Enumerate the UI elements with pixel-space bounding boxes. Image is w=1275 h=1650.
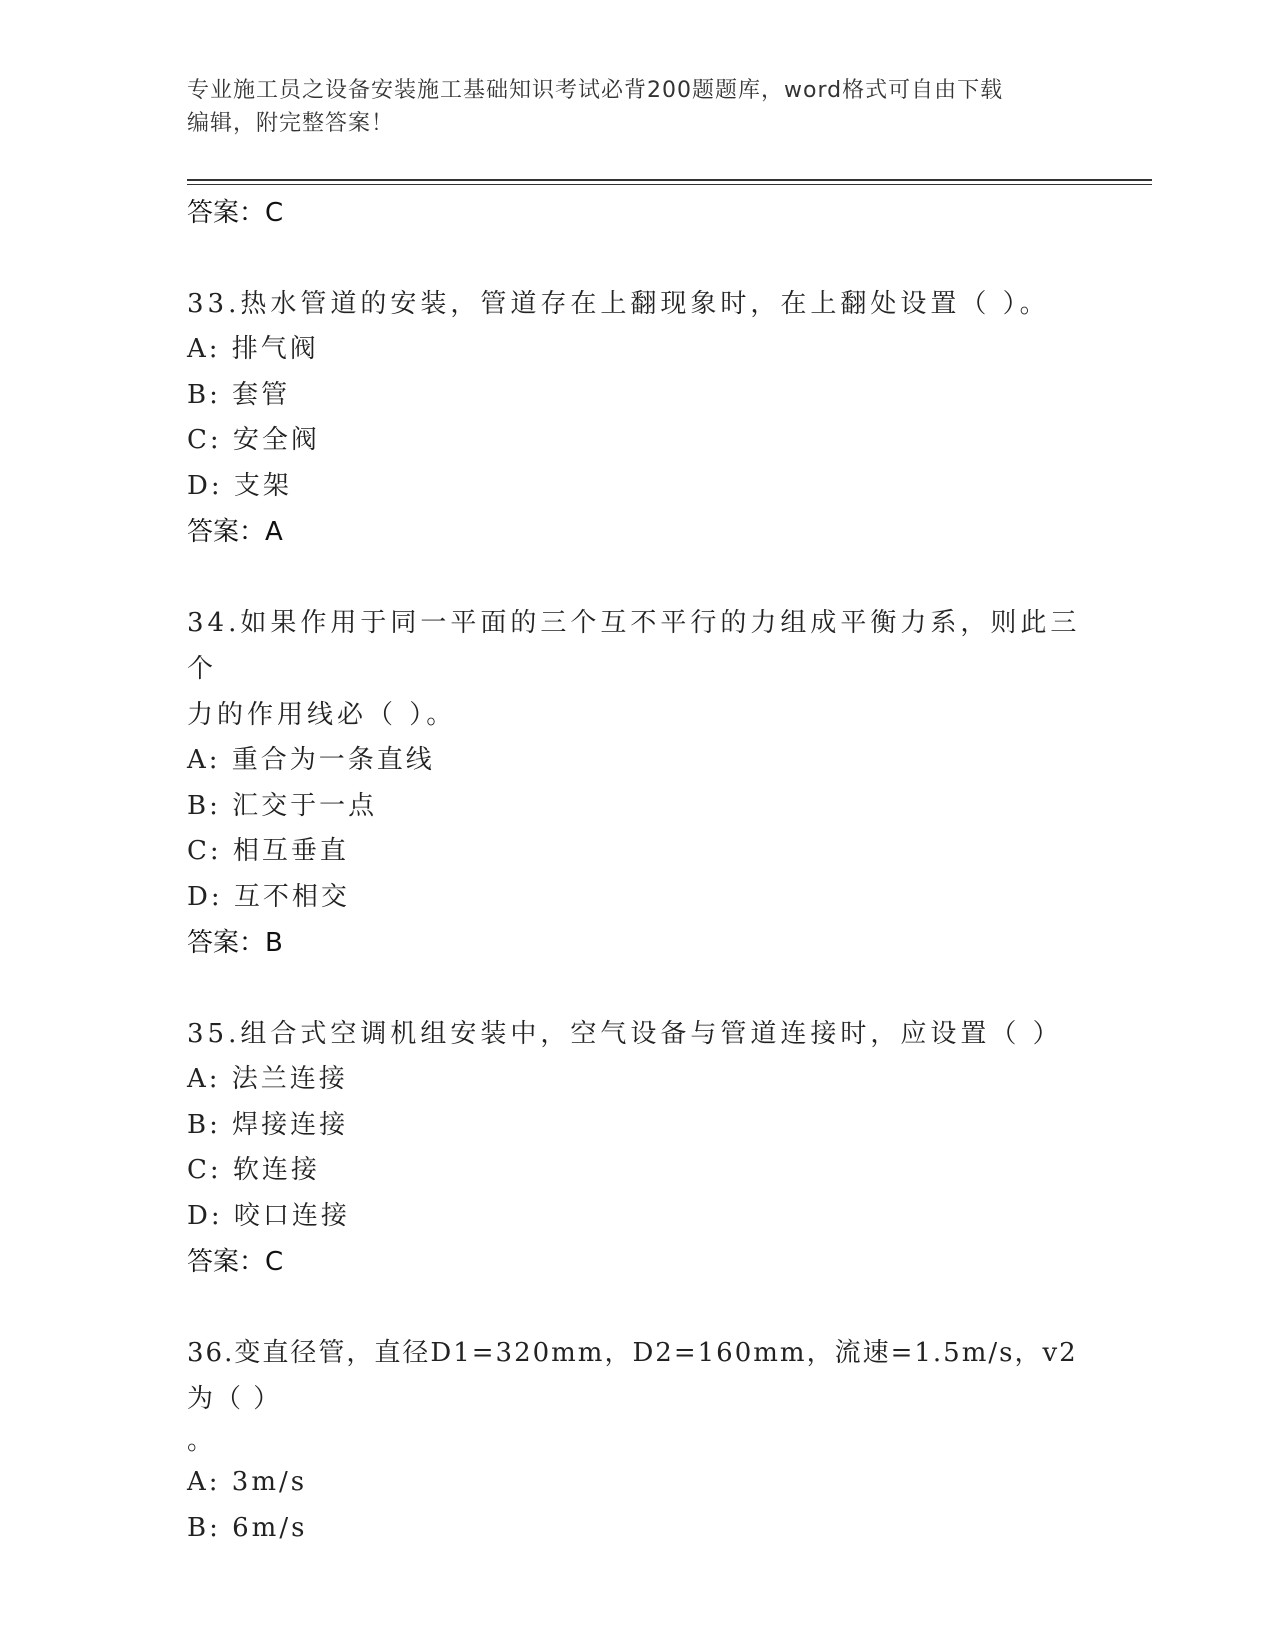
option-b: B: 焊接连接 xyxy=(187,1109,349,1140)
question-35 xyxy=(187,1011,1087,1285)
option-a: A: 重合为一条直线 xyxy=(187,745,435,775)
option-d: D: 咬口连接 xyxy=(187,1200,350,1231)
option-c: C: 安全阀 xyxy=(187,425,320,455)
header-line-2: 编辑，附完整答案！ xyxy=(187,111,395,136)
option-b: B: 6m/s xyxy=(187,1512,308,1543)
question-text-line-2: 。 xyxy=(187,1426,214,1456)
question-list xyxy=(187,190,1087,1551)
question-text-line-1: 34.如果作用于同一平面的三个互不平行的力组成平衡力系，则此三个 xyxy=(187,608,1081,684)
answer-label: 答案：C xyxy=(187,198,284,228)
question-text-line-1: 36.变直径管，直径D1=320mm，D2=160mm，流速=1.5m/s，v2为（ ） xyxy=(187,1338,1078,1414)
header-line-1: 专业施工员之设备安装施工基础知识考试必背200题题库，word格式可自由下载 xyxy=(187,78,1004,103)
header-divider-thin xyxy=(187,184,1152,185)
question-36 xyxy=(187,1330,1087,1551)
question-text-line-2: 力的作用线必（ ）。 xyxy=(187,700,457,730)
answer-label: 答案：B xyxy=(187,928,283,958)
answer-label: 答案：A xyxy=(187,517,283,547)
header-divider xyxy=(187,179,1152,181)
option-b: B: 套管 xyxy=(187,379,291,410)
answer-label: 答案：C xyxy=(187,1247,284,1277)
option-b: B: 汇交于一点 xyxy=(187,790,378,821)
option-a: A: 法兰连接 xyxy=(187,1064,348,1094)
option-c: C: 相互垂直 xyxy=(187,836,349,866)
option-c: C: 软连接 xyxy=(187,1155,320,1185)
question-text: 35.组合式空调机组安装中，空气设备与管道连接时，应设置（ ） xyxy=(187,1019,1063,1049)
option-d: D: 支架 xyxy=(187,470,292,501)
option-a: A: 3m/s xyxy=(187,1467,308,1497)
option-a: A: 排气阀 xyxy=(187,334,319,364)
question-text: 33.热水管道的安装，管道存在上翻现象时，在上翻处设置（ ）。 xyxy=(187,289,1050,319)
question-34 xyxy=(187,600,1087,966)
document-header xyxy=(187,74,1087,140)
question-33 xyxy=(187,281,1087,555)
option-d: D: 互不相交 xyxy=(187,881,350,912)
